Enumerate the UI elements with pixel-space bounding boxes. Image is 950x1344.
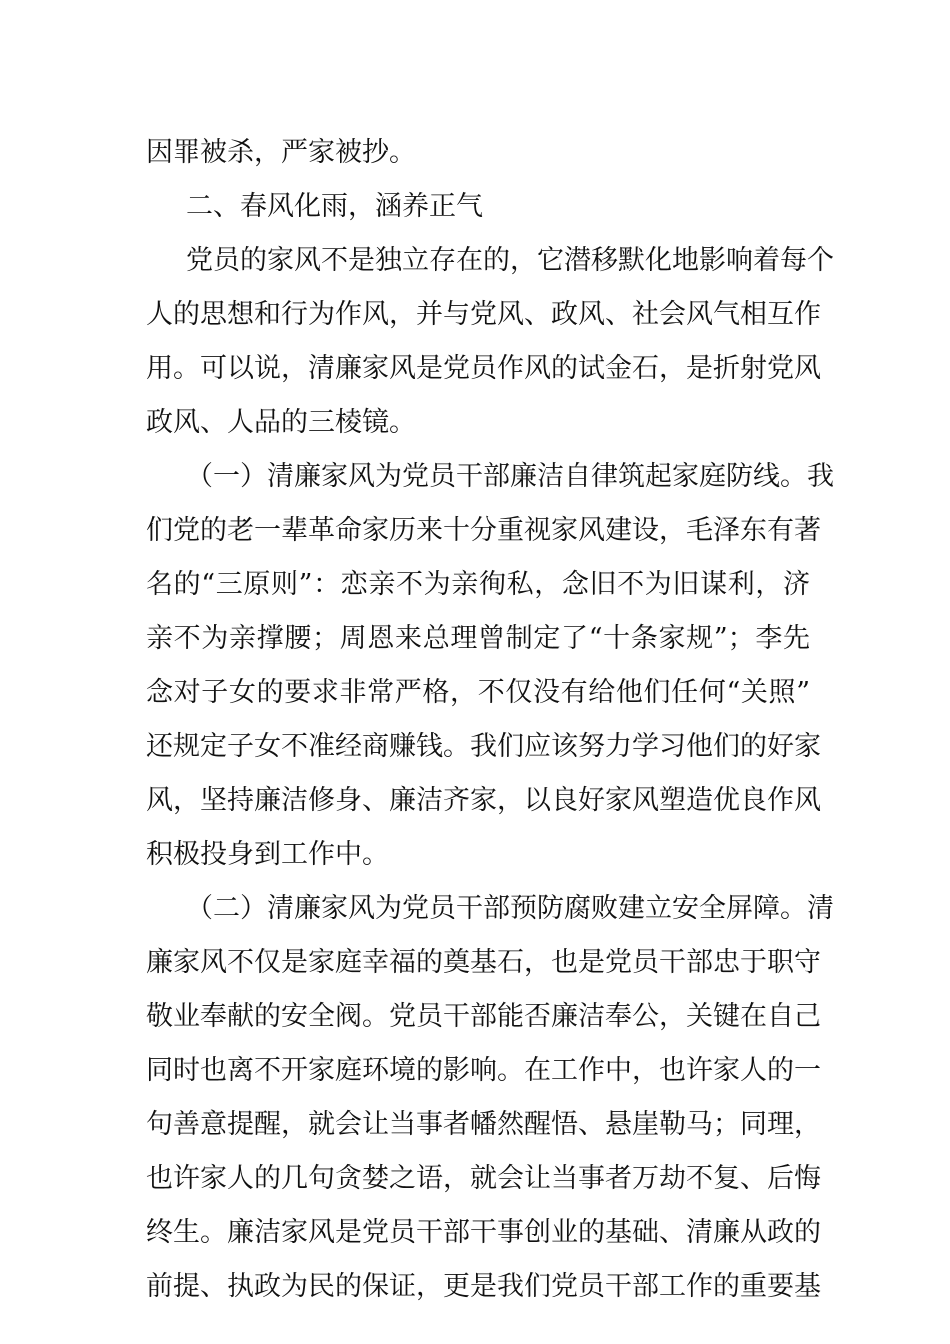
subsection-heading-line: （一）清廉家风为党员干部廉洁自律筑起家庭防线。我 <box>186 461 834 492</box>
text-line: 同时也离不开家庭环境的影响。在工作中，也许家人的一 <box>146 1055 821 1086</box>
document-body <box>146 126 834 1314</box>
text-line: 终生。廉洁家风是党员干部干事创业的基础、清廉从政的 <box>146 1217 821 1248</box>
text-line: 政风、人品的三棱镜。 <box>146 407 416 438</box>
text-line: 念对子女的要求非常严格，不仅没有给他们任何“关照” <box>146 677 810 708</box>
subsection-heading-line: （二）清廉家风为党员干部预防腐败建立安全屏障。清 <box>186 893 834 924</box>
text-line: 用。可以说，清廉家风是党员作风的试金石，是折射党风 <box>146 353 821 384</box>
text-line: 敬业奉献的安全阀。党员干部能否廉洁奉公，关键在自己 <box>146 1001 821 1032</box>
text-line: 也许家人的几句贪婪之语，就会让当事者万劫不复、后悔 <box>146 1163 821 1194</box>
text-line: 亲不为亲撑腰；周恩来总理曾制定了“十条家规”；李先 <box>146 623 810 654</box>
text-line: 前提、执政为民的保证，更是我们党员干部工作的重要基 <box>146 1271 821 1302</box>
text-line: 还规定子女不准经商赚钱。我们应该努力学习他们的好家 <box>146 731 821 762</box>
text-line: 人的思想和行为作风，并与党风、政风、社会风气相互作 <box>146 299 821 330</box>
text-line: 因罪被杀，严家被抄。 <box>146 137 416 168</box>
text-line: 党员的家风不是独立存在的，它潜移默化地影响着每个 <box>186 245 834 276</box>
text-line: 句善意提醒，就会让当事者幡然醒悟、悬崖勒马；同理， <box>146 1109 821 1140</box>
text-line: 名的“三原则”：恋亲不为亲徇私，念旧不为旧谋利，济 <box>146 569 810 600</box>
text-line: 风，坚持廉洁修身、廉洁齐家，以良好家风塑造优良作风 <box>146 785 821 816</box>
text-line: 积极投身到工作中。 <box>146 839 389 870</box>
text-line: 们党的老一辈革命家历来十分重视家风建设，毛泽东有著 <box>146 515 821 546</box>
text-line: 廉家风不仅是家庭幸福的奠基石，也是党员干部忠于职守 <box>146 947 821 978</box>
section-heading: 二、春风化雨，涵养正气 <box>186 191 483 222</box>
